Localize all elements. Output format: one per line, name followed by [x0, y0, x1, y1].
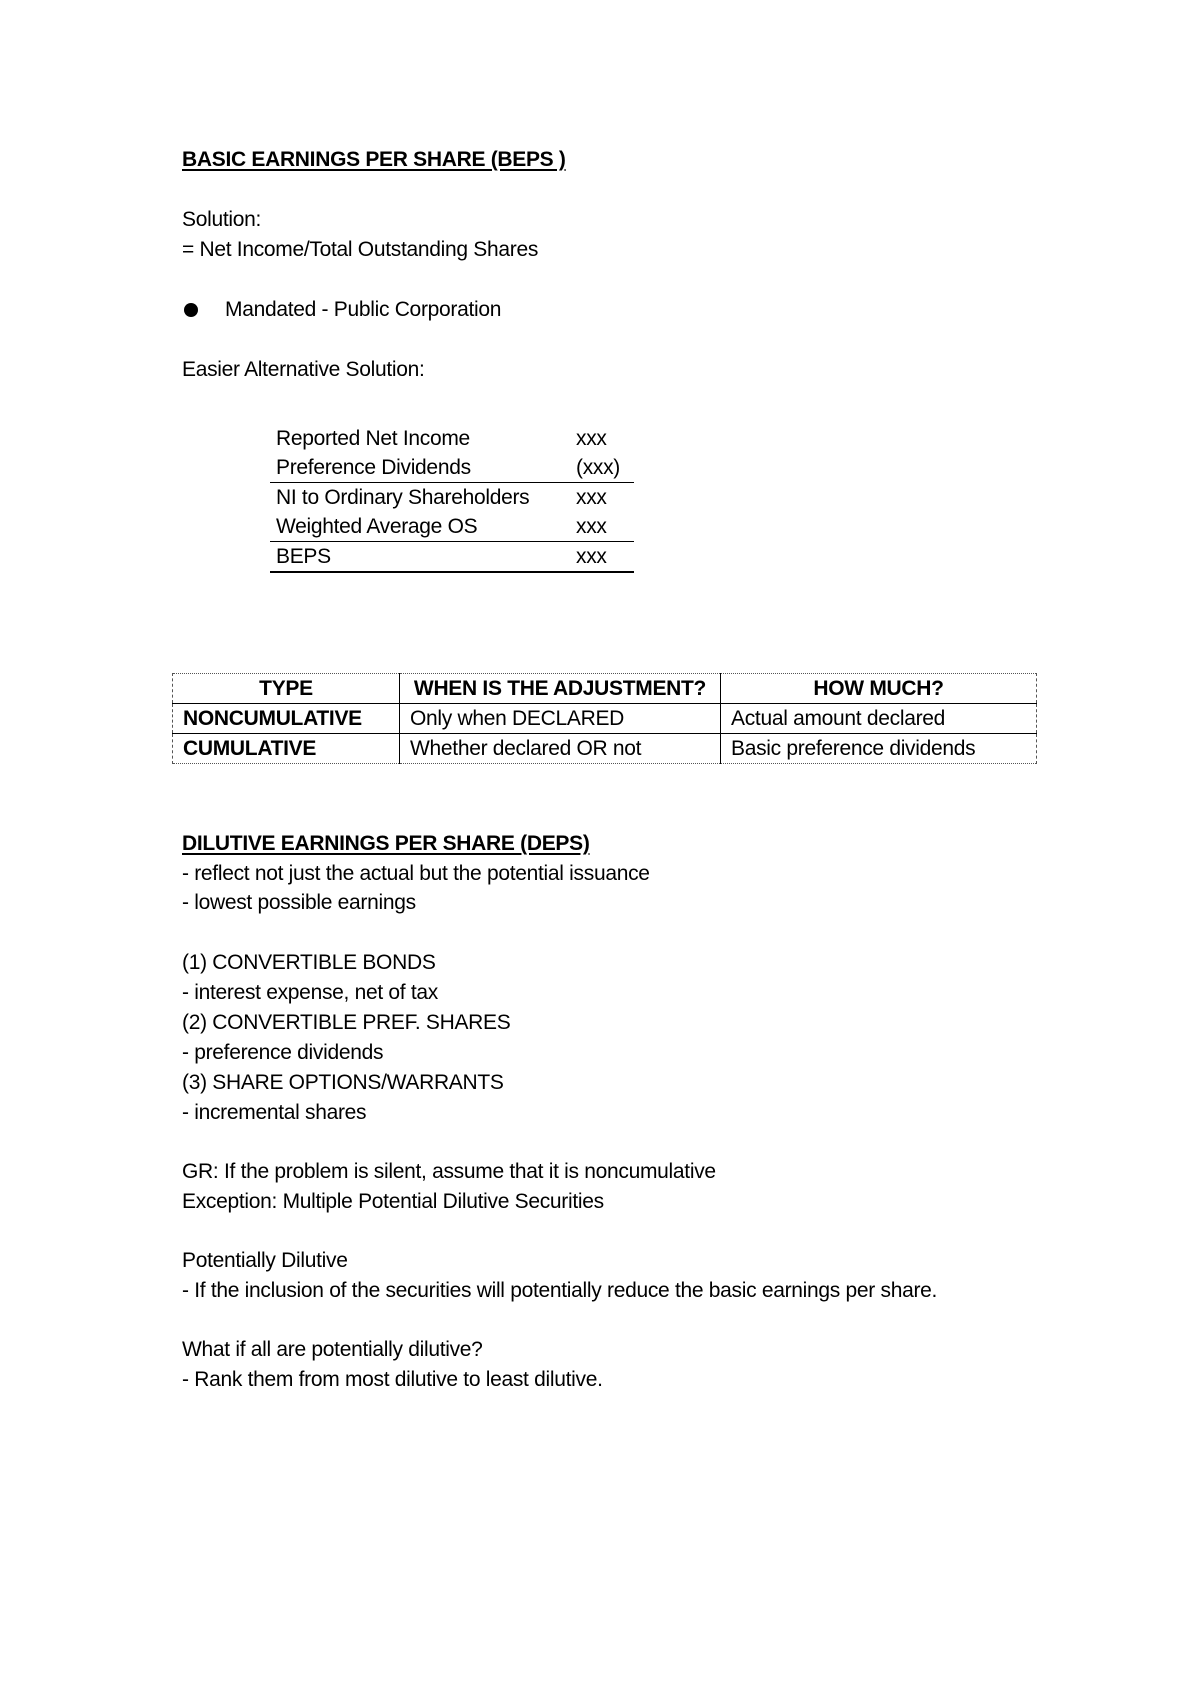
security-line: - preference dividends — [182, 1041, 384, 1064]
calc-value: (xxx) — [566, 453, 634, 483]
calc-label: Reported Net Income — [276, 427, 470, 450]
calc-label: NI to Ordinary Shareholders — [276, 486, 530, 509]
security-line: (2) CONVERTIBLE PREF. SHARES — [182, 1011, 511, 1034]
table-cell: CUMULATIVE — [173, 734, 400, 764]
calc-label: Weighted Average OS — [270, 512, 566, 542]
table-cell: Basic preference dividends — [721, 734, 1037, 764]
calc-value: xxx — [576, 486, 607, 509]
potentially-dilutive-title: Potentially Dilutive — [182, 1249, 348, 1272]
calc-row — [270, 483, 634, 513]
calc-row — [270, 542, 634, 573]
alt-solution-label: Easier Alternative Solution: — [182, 358, 425, 381]
security-line: (1) CONVERTIBLE BONDS — [182, 951, 436, 974]
table-cell: Actual amount declared — [721, 704, 1037, 734]
security-line: - incremental shares — [182, 1101, 367, 1124]
calc-value: xxx — [566, 542, 634, 573]
beps-calculation-table — [270, 424, 634, 573]
dividend-type-table — [172, 673, 1037, 764]
column-header-how-much: HOW MUCH? — [721, 674, 1037, 704]
calc-row — [270, 424, 634, 453]
calc-row — [270, 512, 634, 542]
bullet-icon — [184, 303, 198, 317]
deps-heading: DILUTIVE EARNINGS PER SHARE (DEPS) — [182, 832, 590, 855]
calc-value: xxx — [576, 427, 607, 450]
calc-label: Preference Dividends — [270, 453, 566, 483]
table-cell: Only when DECLARED — [400, 704, 721, 734]
calc-label: BEPS — [270, 542, 566, 573]
calc-row — [270, 453, 634, 483]
calc-value: xxx — [566, 512, 634, 542]
table-row — [173, 704, 1037, 734]
question-title: What if all are potentially dilutive? — [182, 1338, 483, 1361]
solution-label: Solution: — [182, 208, 262, 231]
table-cell: NONCUMULATIVE — [173, 704, 400, 734]
table-row — [173, 734, 1037, 764]
bullet-text: Mandated - Public Corporation — [225, 298, 502, 321]
column-header-type: TYPE — [173, 674, 400, 704]
deps-line: - reflect not just the actual but the potential issuance — [182, 862, 650, 885]
security-line: (3) SHARE OPTIONS/WARRANTS — [182, 1071, 504, 1094]
question-answer: - Rank them from most dilutive to least dilutive. — [182, 1368, 603, 1391]
column-header-when: WHEN IS THE ADJUSTMENT? — [400, 674, 721, 704]
exception-line: Exception: Multiple Potential Dilutive Securities — [182, 1190, 604, 1213]
deps-line: - lowest possible earnings — [182, 891, 416, 914]
table-header-row — [173, 674, 1037, 704]
beps-formula: = Net Income/Total Outstanding Shares — [182, 238, 539, 261]
beps-heading: BASIC EARNINGS PER SHARE (BEPS ) — [182, 148, 566, 171]
security-line: - interest expense, net of tax — [182, 981, 438, 1004]
potentially-dilutive-text: - If the inclusion of the securities will potentially reduce the basic earnings per share. — [182, 1279, 938, 1302]
table-cell: Whether declared OR not — [400, 734, 721, 764]
general-rule: GR: If the problem is silent, assume that it is noncumulative — [182, 1160, 716, 1183]
